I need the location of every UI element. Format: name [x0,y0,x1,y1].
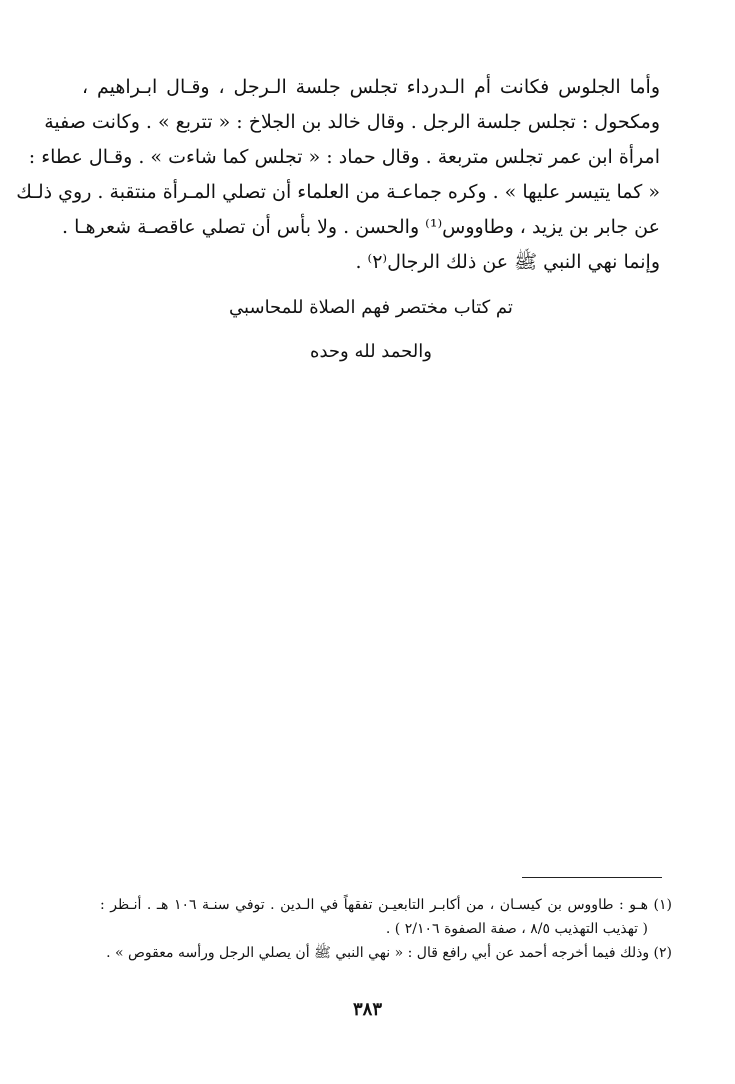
footnotes [100,893,672,965]
paragraph-line-3: امرأة ابن عمر تجلس متربعة . وقال حماد : « تجلس كما شاءت » . وقـال عطاء : [28,146,660,168]
footnote-separator [522,877,662,878]
footnote-1-line-1: (١) هـو : طاووس بن كيسـان ، من أكابـر التابعيـن تفقهاً في الـدين . توفي سنـة ١٠٦ هـ . أنـظر : [100,897,672,913]
paragraph-line-1: وأما الجلوس فكانت أم الـدرداء تجلس جلسة الـرجل ، وقـال ابـراهيم ، [82,76,660,98]
paragraph-line-5: عن جابر بن يزيد ، وطاووس⁽¹⁾ والحسن . ولا بأس أن تصلي عاقصـة شعرهـا . [62,216,660,238]
footnote-2: (٢) وذلك فيما أخرجه أحمد عن أبي رافع قال : « نهي النبي ﷺ أن يصلي الرجل ورأسه معقوص » . [106,945,672,961]
main-paragraph [16,70,660,280]
paragraph-line-6: وإنما نهي النبي ﷺ عن ذلك الرجال⁽٢⁾ . [355,251,660,273]
page-number: ٣٨٣ [352,999,382,1020]
closing-praise: والحمد لله وحده [310,341,432,362]
paragraph-line-2: ومكحول : تجلس جلسة الرجل . وقال خالد بن الجلاخ : « تتربع » . وكانت صفية [44,111,660,133]
paragraph-line-4: « كما يتيسر عليها » . وكره جماعـة من العلماء أن تصلي المـرأة منتقبة . روي ذلـك [16,181,660,203]
book-end-statement: تم كتاب مختصر فهم الصلاة للمحاسبي [229,297,513,318]
footnote-1-line-2: ( تهذيب التهذيب ٨/٥ ، صفة الصفوة ٢/١٠٦ ) . [385,921,648,937]
